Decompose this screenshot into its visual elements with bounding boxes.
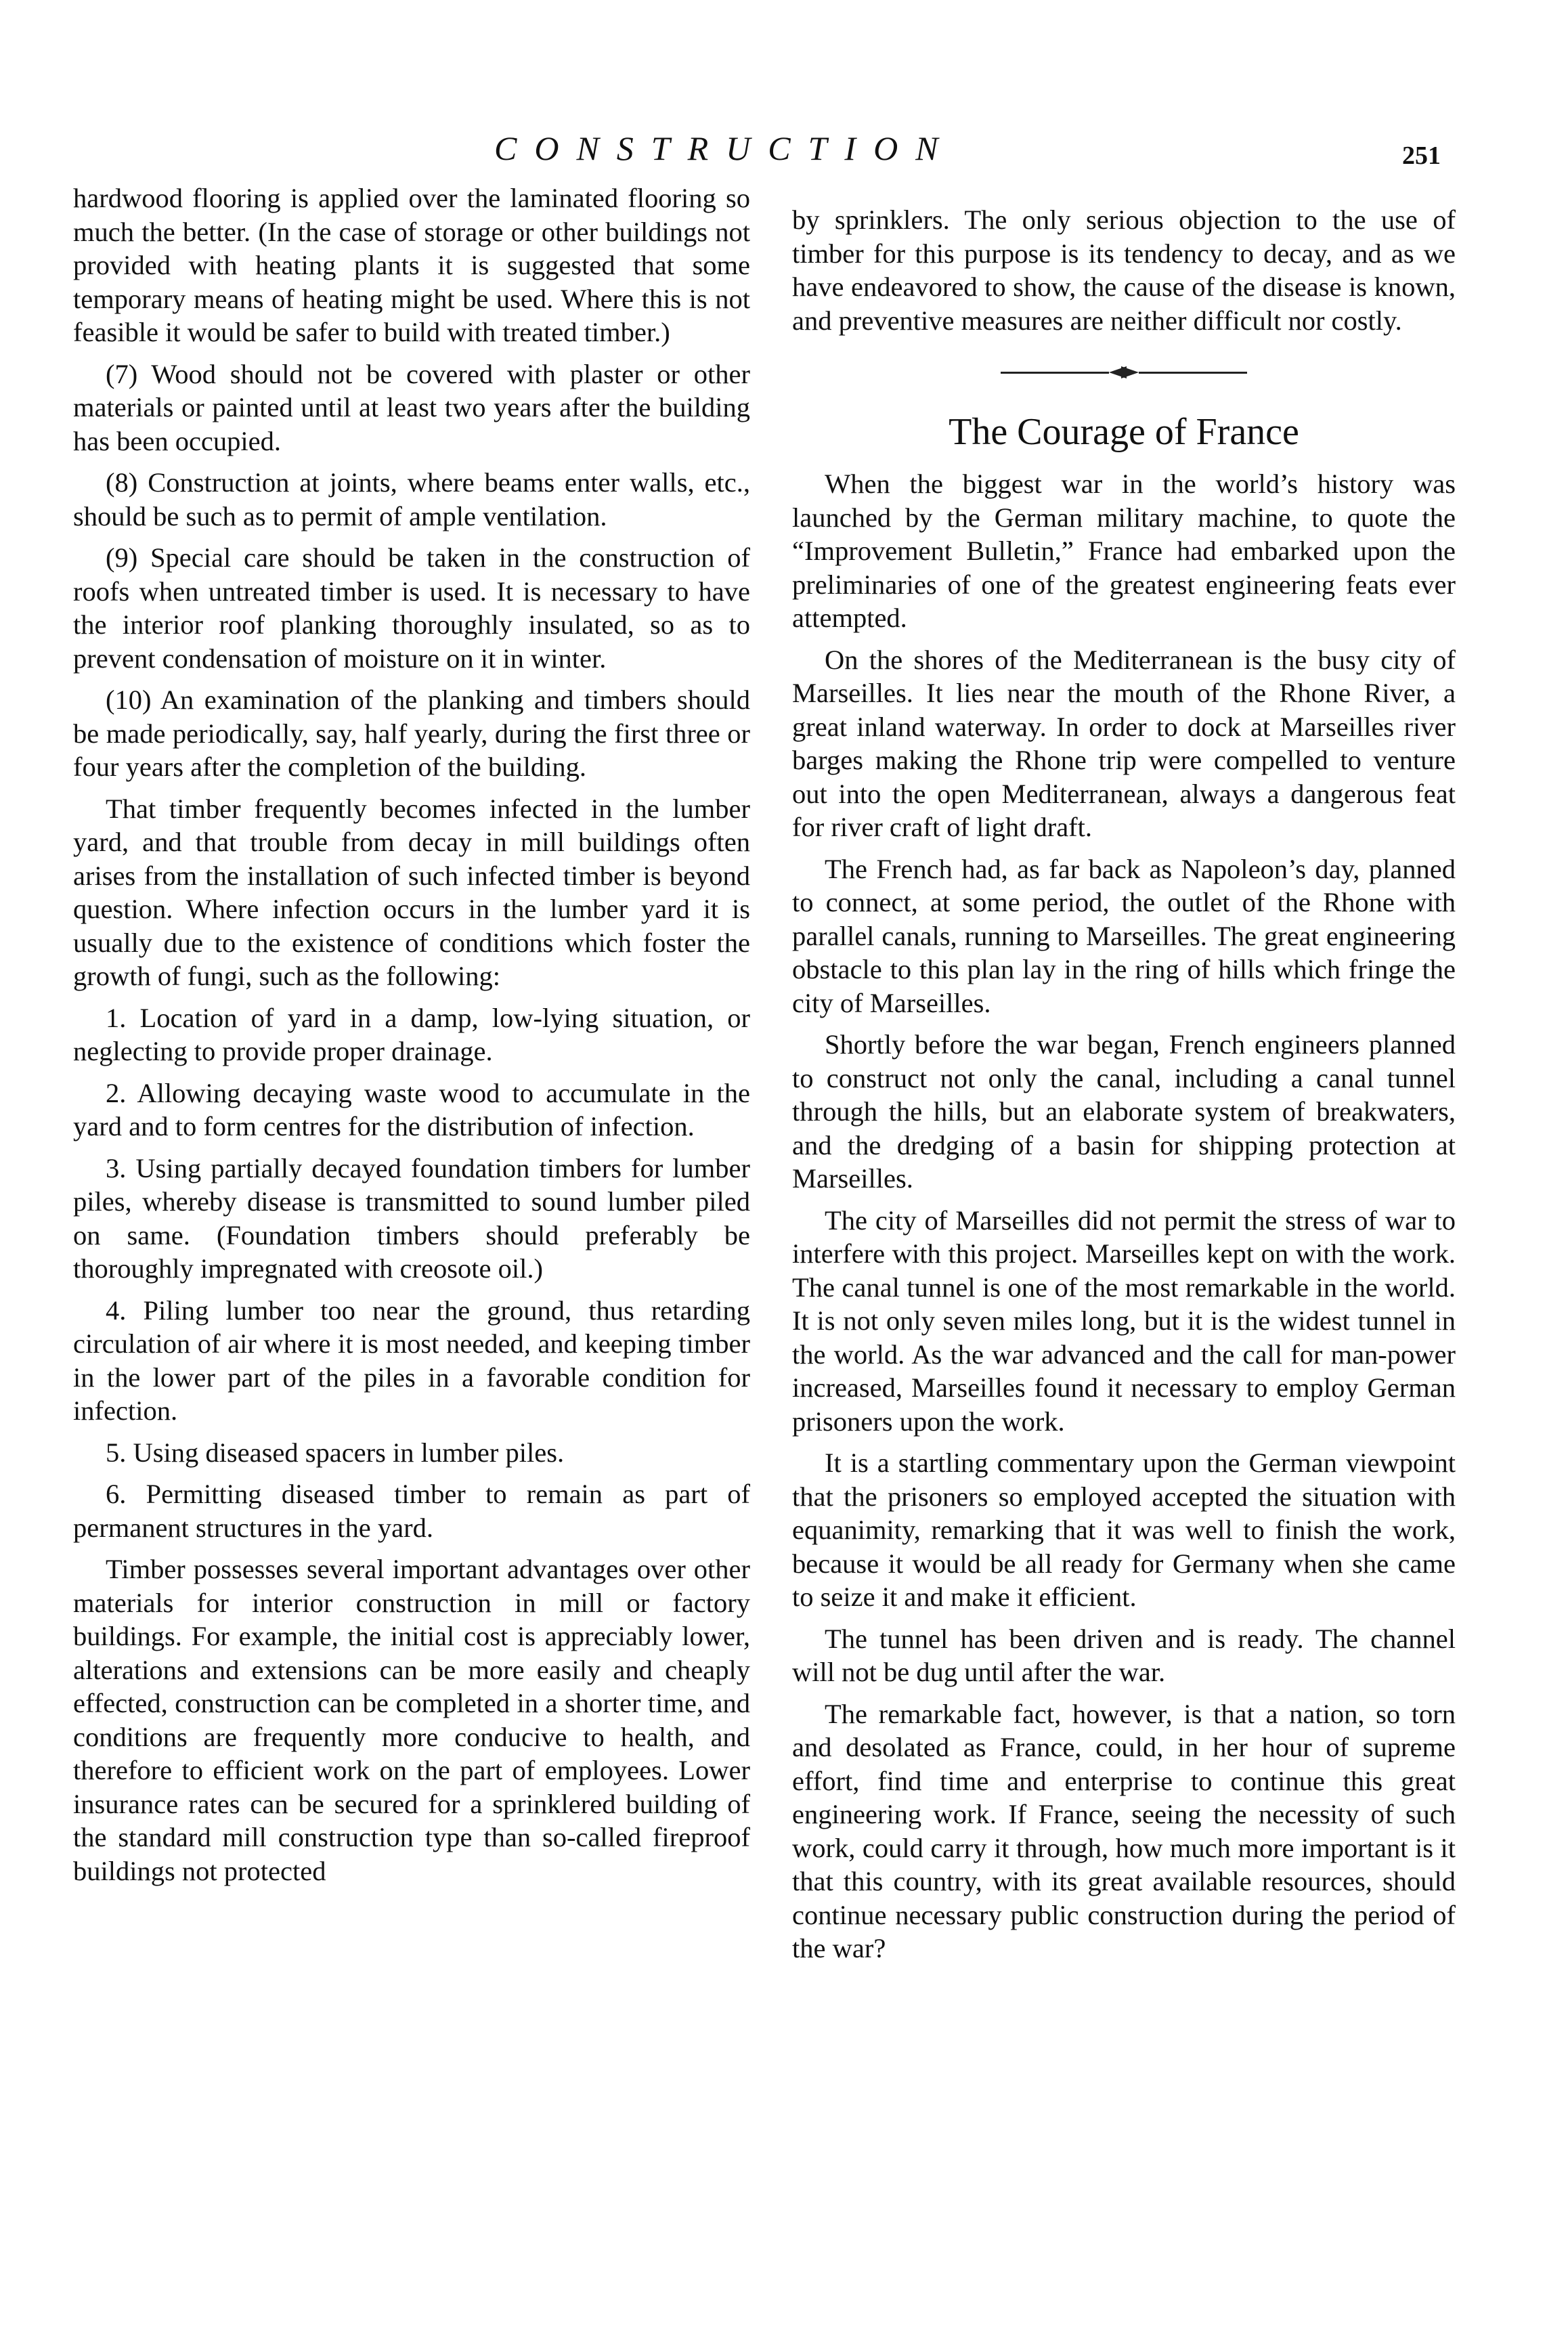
paragraph: The French had, as far back as Napoleon’s day, planned to connect, at some period, the outlet of the Rhone with parallel canals, running to Marseilles. The great engineering obstacle to this plan lay in the ring of hills which fringe the city of Marseilles. [792,853,1456,1018]
paragraph: That timber frequently becomes infected in the lumber yard, and that trouble from decay in mill buildings often arises from the installation of such infected timber is beyond question. Where infection occurs in the lumber yard it is usually due to the existence of conditions which foster the growth of fungi, such as the following: [73,793,750,991]
paragraph: The remarkable fact, however, is that a nation, so torn and desolated as France, could, in her hour of supreme effort, find time and enterprise to continue this great engineering work. If France, seeing the necessity of such work, could carry it through, how much more important is it that this country, with its great available resources, should continue necessary public construction during the period of the war? [792,1698,1456,1963]
list-item: 6. Permitting diseased timber to remain as part of permanent structures in the yard. [73,1479,750,1543]
list-item: 3. Using partially decayed foundation timbers for lumber piles, whereby disease is transmitted to sound lumber piled on same. (Foundation timbers should preferably be thoroughly impregnated with creosote oil.) [73,1152,750,1284]
left-column [73,181,750,1896]
paragraph: Timber possesses several important advantages over other materials for interior construction in mill or factory buildings. For example, the initial cost is appreciably lower, alterations and extensions can be more easily and cheaply effected, construction can be completed in a shorter time, and conditions are frequently more conducive to health, and therefore to efficient work on the part of employees. Lower insurance rates can be secured for a sprinklered building of the standard mill construction type than so-called fireproof buildings not protected [73,1554,750,1886]
list-item: 1. Location of yard in a damp, low-lying situation, or neglecting to provide proper drainage. [73,1002,750,1066]
divider-ornament-icon [1121,366,1139,378]
paragraph: The tunnel has been driven and is ready. The channel will not be dug until after the war. [792,1623,1456,1687]
page-number: 251 [1402,142,1441,170]
paragraph: It is a startling commentary upon the German viewpoint that the prisoners so employed accepted the situation with equanimity, remarking that it was well to finish the work, because it would be all ready for Germany when she came to seize it and make it efficient. [792,1448,1456,1612]
paragraph: (10) An examination of the planking and timbers should be made periodically, say, half yearly, during the first three or four years after the completion of the building. [73,684,750,782]
paragraph: Shortly before the war began, French engineers planned to construct not only the canal, including a canal tunnel through the hills, but an elaborate system of breakwaters, and the dredging of a basin for shipping protection at Marseilles. [792,1029,1456,1194]
paragraph: (7) Wood should not be covered with plaster or other materials or painted until at least two years after the building has been occupied. [73,358,750,456]
paragraph: by sprinklers. The only serious objection to the use of timber for this purpose is its tendency to decay, and as we have endeavored to show, the cause of the disease is known, and preventive measures are neither difficult nor costly. [792,204,1456,336]
list-item: 5. Using diseased spacers in lumber piles. [106,1437,565,1468]
running-head [0,129,1568,183]
paragraph: On the shores of the Mediterranean is the busy city of Marseilles. It lies near the mouth of the Rhone River, a great inland waterway. In order to dock at Marseilles river barges making the Rhone trip were compelled to venture out into the open Mediterranean, always a dangerous feat for river craft of light draft. [792,644,1456,842]
right-column [792,203,1456,1974]
article-title: The Courage of France [949,411,1299,453]
paragraph: The city of Marseilles did not permit the stress of war to interfere with this project. Marseilles kept on with the work. The canal tunnel is one of the most remarkable in the world. It is not only seven miles long, but it is the widest tunnel in the world. As the war advanced and the call for man-power increased, Marseilles found it necessary to employ German prisoners upon the work. [792,1204,1456,1437]
journal-name: CONSTRUCTION [494,129,956,167]
paragraph: hardwood flooring is applied over the laminated flooring so much the better. (In the case of storage or other buildings not provided with heating plants it is suggested that some temporary means of heating might be used. Where this is not feasible it would be safer to build with treated timber.) [73,183,750,347]
divider-line [1139,372,1247,374]
list-item: 4. Piling lumber too near the ground, thus retarding circulation of air where it is most needed, and keeping timber in the lower part of the piles in a favorable condition for infection. [73,1294,750,1426]
section-divider [792,366,1456,379]
paragraph: When the biggest war in the world’s history was launched by the German military machine, to quote the “Improvement Bulletin,” France had embarked upon the preliminaries of one of the greatest engineering feats ever attempted. [792,469,1456,633]
list-item: 2. Allowing decaying waste wood to accumulate in the yard and to form centres for the distribution of infection. [73,1077,750,1141]
divider-line [1001,372,1109,374]
paragraph: (9) Special care should be taken in the construction of roofs when untreated timber is used. It is necessary to have the interior roof planking thoroughly insulated, so as to prevent condensation of moisture on it in winter. [73,542,750,674]
paragraph: (8) Construction at joints, where beams enter walls, etc., should be such as to permit of ample ventilation. [73,467,750,531]
